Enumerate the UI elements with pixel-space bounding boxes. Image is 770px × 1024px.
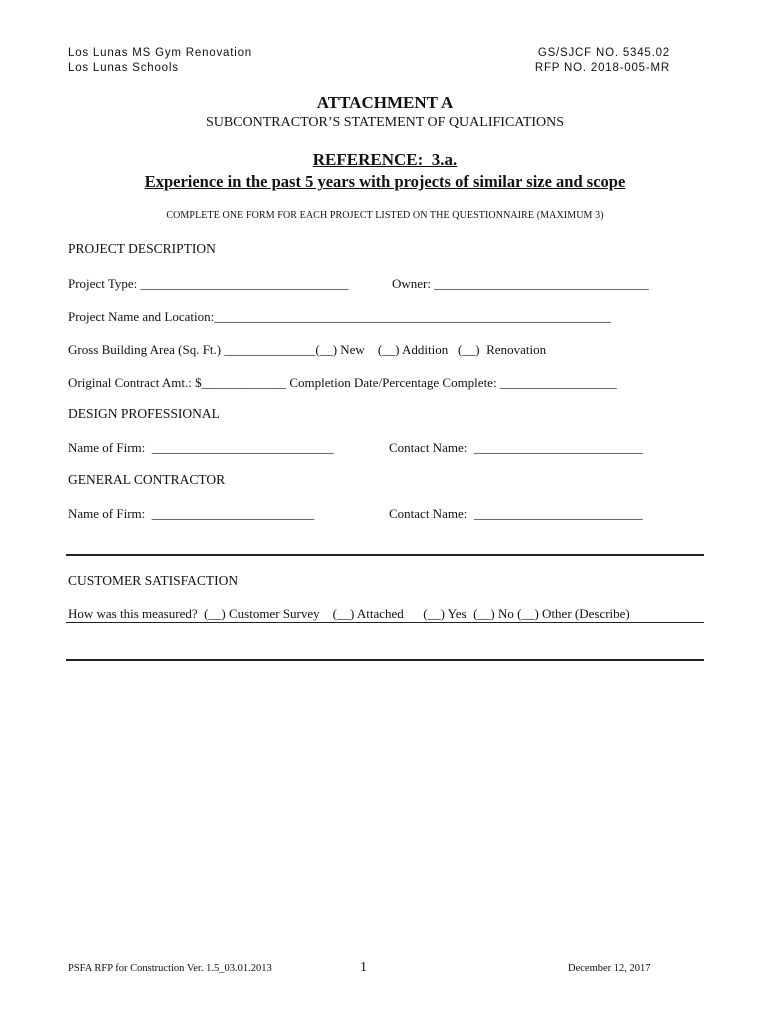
header-district-name: Los Lunas Schools: [68, 62, 179, 74]
project-description-heading: PROJECT DESCRIPTION: [68, 241, 216, 256]
form-instruction: COMPLETE ONE FORM FOR EACH PROJECT LISTED ON THE QUESTIONNAIRE (MAXIMUM 3): [166, 210, 604, 221]
experience-heading: Experience in the past 5 years with projects of similar size and scope: [144, 172, 626, 191]
page-subtitle: SUBCONTRACTOR’S STATEMENT OF QUALIFICATIONS: [205, 115, 565, 130]
section-divider: [66, 554, 704, 556]
gross-building-area-field[interactable]: Gross Building Area (Sq. Ft.) ______________(__) New (__) Addition (__) Renovation: [68, 342, 547, 357]
contract-amount-field[interactable]: Original Contract Amt.: $_____________ Completion Date/Percentage Complete: __________________: [68, 375, 617, 390]
page-title: ATTACHMENT A: [316, 93, 454, 112]
gc-contact-name-field[interactable]: Contact Name: __________________________: [389, 506, 643, 521]
section-divider-bottom: [66, 659, 704, 661]
design-professional-heading: DESIGN PROFESSIONAL: [68, 406, 220, 421]
page-number: 1: [360, 960, 367, 975]
owner-field[interactable]: Owner: _________________________________: [392, 276, 649, 291]
measurement-underline: [66, 622, 704, 623]
design-firm-name-field[interactable]: Name of Firm: ____________________________: [68, 440, 334, 455]
header-gs-number: GS/SJCF NO. 5345.02: [537, 47, 670, 59]
footer-date: December 12, 2017: [568, 963, 651, 974]
measurement-method-field[interactable]: How was this measured? (__) Customer Survey (__) Attached (__) Yes (__) No (__) Other (Describe): [68, 606, 630, 621]
header-rfp-number: RFP NO. 2018-005-MR: [534, 62, 670, 74]
project-name-location-field[interactable]: Project Name and Location:_____________________________________________________________: [68, 309, 611, 324]
customer-satisfaction-heading: CUSTOMER SATISFACTION: [68, 573, 239, 588]
general-contractor-heading: GENERAL CONTRACTOR: [68, 472, 226, 487]
project-type-field[interactable]: Project Type: ________________________________: [68, 276, 349, 291]
header-project-name: Los Lunas MS Gym Renovation: [68, 47, 252, 59]
footer-version: PSFA RFP for Construction Ver. 1.5_03.01.2013: [68, 963, 272, 974]
gc-firm-name-field[interactable]: Name of Firm: _________________________: [68, 506, 315, 521]
design-contact-name-field[interactable]: Contact Name: __________________________: [389, 440, 643, 455]
reference-heading: REFERENCE: 3.a.: [312, 150, 458, 169]
